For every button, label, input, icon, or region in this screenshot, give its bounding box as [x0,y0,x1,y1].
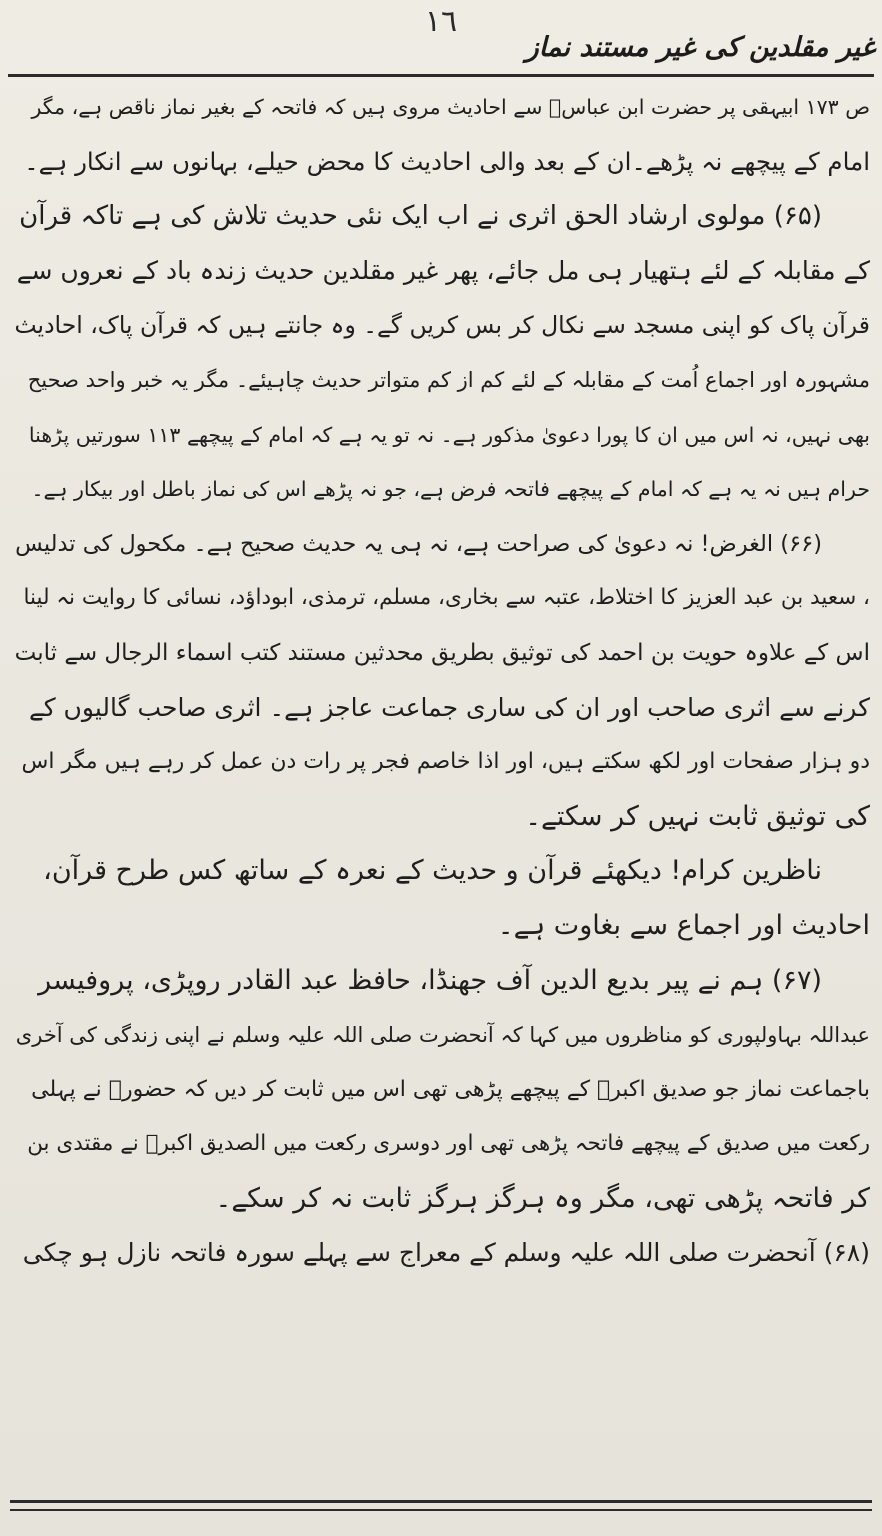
text-line: رکعت میں صدیق کے پیچھے فاتحہ پڑھی تھی اور دوسری رکعت میں الصدیق اکبرؓ نے مقتدی بن [27,1131,870,1157]
text-line: حرام ہیں نہ یہ ہے کہ امام کے پیچھے فاتحہ فرض ہے، جو نہ پڑھے اس کی نماز باطل اور بیکار ہے۔ [31,477,870,502]
body-text [14,80,870,1281]
text-line: کی توثیق ثابت نہیں کر سکتے۔ [525,800,870,832]
text-line: (۶۶) الغرض! نہ دعویٰ کی صراحت ہے، نہ ہی یہ حدیث صحیح ہے۔ مکحول کی تدلیس [15,530,822,557]
text-line: ، سعید بن عبد العزیز کا اختلاط، عتبہ سے بخاری، مسلم، ترمذی، ابوداؤد، نسائی کا روایت نہ لینا [23,585,870,611]
text-line: کر فاتحہ پڑھی تھی، مگر وہ ہرگز ہرگز ثابت نہ کر سکے۔ [215,1182,870,1214]
page-number: ١٦ [424,4,458,39]
running-title: غیر مقلدین کی غیر مستند نماز [525,32,875,63]
text-line: امام کے پیچھے نہ پڑھے۔ان کے بعد والی احادیث کا محض حیلے، بہانوں سے انکار ہے۔ [24,146,870,176]
text-line: ص ۱۷۳ ابیہقی پر حضرت ابن عباسؓ سے احادیث مروی ہیں کہ فاتحہ کے بغیر نماز ناقص ہے، مگر [31,95,870,119]
footer-rule-thin [10,1509,872,1511]
text-line: (۶۵) مولوی ارشاد الحق اثری نے اب ایک نئی حدیث تلاش کی ہے تاکہ قرآن [19,201,822,232]
text-line: (۶۸) آنحضرت صلی اللہ علیہ وسلم کے معراج سے پہلے سورہ فاتحہ نازل ہو چکی [22,1238,870,1268]
text-line: ناظرین کرام! دیکھئے قرآن و حدیث کے نعرہ کے ساتھ کس طرح قرآن، [43,855,822,887]
text-line: مشہورہ اور اجماع اُمت کے مقابلہ کے لئے کم از کم متواتر حدیث چاہیئے۔ مگر یہ خبر واحد صحیح [27,367,870,392]
text-line: باجماعت نماز جو صدیق اکبرؓ کے پیچھے پڑھی تھی اس میں ثابت کر دیں کہ حضورؐ نے پہلی [31,1076,870,1102]
text-line: کے مقابلہ کے لئے ہتھیار ہی مل جائے، پھر غیر مقلدین حدیث زندہ باد کے نعروں سے [16,255,870,285]
text-line: احادیث اور اجماع سے بغاوت ہے۔ [497,909,870,941]
text-line: بھی نہیں، نہ اس میں ان کا پورا دعویٰ مذکور ہے۔ نہ تو یہ ہے کہ امام کے پیچھے ۱۱۳ سورتیں پڑھنا [28,422,870,447]
text-line: عبداللہ بہاولپوری کو مناظروں میں کہا کہ آنحضرت صلی اللہ علیہ وسلم نے اپنی زندگی کی آخری [15,1023,870,1048]
text-line: دو ہزار صفحات اور لکھ سکتے ہیں، اور اذا خاصم فجر پر رات دن عمل کر رہے ہیں مگر اس [21,749,870,775]
text-line: قرآن پاک کو اپنی مسجد سے نکال کر بس کریں گے۔ وہ جانتے ہیں کہ قرآن پاک، احادیث [14,311,870,340]
header-rule [8,74,874,77]
text-line: کرنے سے اثری صاحب اور ان کی ساری جماعت عاجز ہے۔ اثری صاحب گالیوں کے [29,692,870,722]
text-line: اس کے علاوہ حویت بن احمد کی توثیق بطریق محدثین مستند کتب اسماء الرجال سے ثابت [14,639,870,666]
text-line: (۶۷) ہم نے پیر بدیع الدین آف جھنڈا، حافظ عبد القادر روپڑی، پروفیسر [38,964,822,996]
footer-rule [10,1500,872,1503]
